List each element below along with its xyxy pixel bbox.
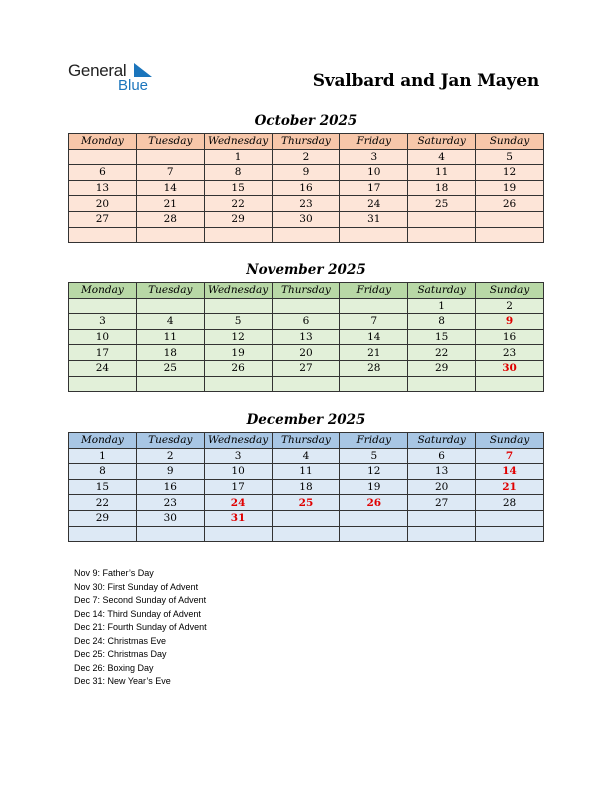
day-cell [476,376,544,392]
day-cell [69,149,137,165]
weekday-header: Monday [69,134,137,150]
day-cell: 26 [204,360,272,376]
day-cell: 9 [476,314,544,330]
day-cell: 2 [272,149,340,165]
day-cell [69,298,137,314]
day-cell: 8 [204,165,272,181]
day-cell: 19 [476,180,544,196]
day-cell [476,510,544,526]
country-title: Svalbard and Jan Mayen [312,71,539,91]
day-cell: 11 [136,329,204,345]
day-cell: 31 [204,510,272,526]
week-row [69,448,544,464]
weekday-header: Thursday [272,283,340,299]
day-cell: 28 [136,211,204,227]
day-cell: 1 [408,298,476,314]
day-cell: 14 [136,180,204,196]
day-cell: 3 [340,149,408,165]
week-row [69,165,544,181]
week-row [69,329,544,345]
day-cell [204,298,272,314]
day-cell: 5 [204,314,272,330]
month-title-december: December 2025 [246,412,366,428]
weekday-header-row [69,134,544,150]
day-cell: 7 [476,448,544,464]
day-cell: 29 [204,211,272,227]
logo-text-general: General [68,61,127,80]
day-cell: 24 [340,196,408,212]
day-cell: 31 [340,211,408,227]
day-cell [408,227,476,243]
day-cell [272,227,340,243]
day-cell: 20 [69,196,137,212]
weekday-header: Wednesday [204,134,272,150]
day-cell: 27 [272,360,340,376]
weekday-header: Saturday [408,433,476,449]
month-title-october: October 2025 [254,113,358,129]
day-cell: 28 [340,360,408,376]
day-cell [340,376,408,392]
weekday-header: Saturday [408,283,476,299]
day-cell: 22 [204,196,272,212]
day-cell: 11 [272,464,340,480]
month-title-november: November 2025 [246,262,366,278]
day-cell [136,149,204,165]
holiday-item: Nov 9: Father’s Day [74,568,154,578]
day-cell: 13 [69,180,137,196]
day-cell: 29 [69,510,137,526]
day-cell: 1 [69,448,137,464]
day-cell: 23 [136,495,204,511]
day-cell: 21 [476,479,544,495]
day-cell: 8 [408,314,476,330]
day-cell [272,298,340,314]
day-cell: 7 [340,314,408,330]
weekday-header: Sunday [476,134,544,150]
weekday-header: Tuesday [136,433,204,449]
holiday-item: Dec 14: Third Sunday of Advent [74,608,201,619]
week-row [69,196,544,212]
week-row [69,298,544,314]
day-cell [408,526,476,542]
day-cell: 20 [408,479,476,495]
day-cell [204,227,272,243]
day-cell: 21 [136,196,204,212]
weekday-header: Sunday [476,283,544,299]
day-cell: 11 [408,165,476,181]
weekday-header: Sunday [476,433,544,449]
day-cell: 29 [408,360,476,376]
calendar-november [68,282,544,392]
holiday-item: Nov 30: First Sunday of Advent [74,581,199,592]
holiday-item: Dec 21: Fourth Sunday of Advent [74,622,207,632]
day-cell: 16 [136,479,204,495]
logo-triangle-icon [134,63,152,77]
day-cell [340,526,408,542]
logo-text-blue: Blue [118,77,149,94]
weekday-header: Wednesday [204,283,272,299]
weekday-header: Friday [340,433,408,449]
calendar-october [68,133,544,243]
day-cell: 15 [204,180,272,196]
holiday-item: Dec 25: Christmas Day [74,649,167,659]
weekday-header-row [69,283,544,299]
week-row [69,180,544,196]
day-cell: 12 [204,329,272,345]
day-cell: 19 [204,345,272,361]
day-cell: 2 [136,448,204,464]
weekday-header: Friday [340,134,408,150]
day-cell: 9 [272,165,340,181]
week-row [69,149,544,165]
day-cell: 4 [136,314,204,330]
weekday-header-row [69,433,544,449]
weekday-header: Saturday [408,134,476,150]
day-cell [272,510,340,526]
day-cell: 13 [408,464,476,480]
day-cell: 22 [69,495,137,511]
day-cell: 26 [340,495,408,511]
day-cell: 22 [408,345,476,361]
day-cell: 4 [272,448,340,464]
day-cell: 20 [272,345,340,361]
day-cell: 12 [340,464,408,480]
day-cell: 6 [69,165,137,181]
day-cell [136,298,204,314]
day-cell: 25 [408,196,476,212]
day-cell [476,526,544,542]
week-row [69,227,544,243]
day-cell: 25 [272,495,340,511]
day-cell: 16 [272,180,340,196]
day-cell: 30 [476,360,544,376]
day-cell: 26 [476,196,544,212]
day-cell: 19 [340,479,408,495]
day-cell [136,227,204,243]
day-cell [340,510,408,526]
day-cell [340,227,408,243]
day-cell [272,376,340,392]
day-cell: 24 [204,495,272,511]
week-row [69,479,544,495]
day-cell [272,526,340,542]
day-cell [204,526,272,542]
day-cell: 14 [476,464,544,480]
weekday-header: Monday [69,283,137,299]
day-cell: 17 [69,345,137,361]
weekday-header: Tuesday [136,134,204,150]
week-row [69,360,544,376]
day-cell: 18 [136,345,204,361]
day-cell: 30 [136,510,204,526]
weekday-header: Tuesday [136,283,204,299]
day-cell: 9 [136,464,204,480]
day-cell: 21 [340,345,408,361]
weekday-header: Friday [340,283,408,299]
day-cell [69,376,137,392]
week-row [69,526,544,542]
day-cell: 3 [69,314,137,330]
logo [68,61,168,95]
day-cell [476,227,544,243]
day-cell: 16 [476,329,544,345]
day-cell: 25 [136,360,204,376]
day-cell: 15 [408,329,476,345]
holiday-item: Dec 26: Boxing Day [74,662,154,673]
day-cell: 10 [340,165,408,181]
day-cell [408,211,476,227]
day-cell: 13 [272,329,340,345]
week-row [69,345,544,361]
day-cell [408,510,476,526]
week-row [69,314,544,330]
day-cell [69,526,137,542]
day-cell: 27 [408,495,476,511]
calendar-december [68,432,544,542]
day-cell: 6 [272,314,340,330]
day-cell [69,227,137,243]
weekday-header: Thursday [272,433,340,449]
week-row [69,510,544,526]
day-cell: 17 [204,479,272,495]
week-row [69,495,544,511]
day-cell: 3 [204,448,272,464]
day-cell: 14 [340,329,408,345]
day-cell [136,376,204,392]
day-cell: 8 [69,464,137,480]
day-cell: 27 [69,211,137,227]
day-cell: 15 [69,479,137,495]
day-cell [340,298,408,314]
day-cell [476,211,544,227]
day-cell: 23 [476,345,544,361]
day-cell: 1 [204,149,272,165]
day-cell: 10 [69,329,137,345]
day-cell: 28 [476,495,544,511]
weekday-header: Monday [69,433,137,449]
day-cell: 17 [340,180,408,196]
day-cell: 7 [136,165,204,181]
day-cell: 5 [340,448,408,464]
week-row [69,211,544,227]
day-cell: 18 [272,479,340,495]
day-cell: 2 [476,298,544,314]
week-row [69,376,544,392]
holiday-item: Dec 24: Christmas Eve [74,635,167,646]
holiday-list [74,567,207,689]
day-cell: 10 [204,464,272,480]
weekday-header: Thursday [272,134,340,150]
day-cell [204,376,272,392]
day-cell: 30 [272,211,340,227]
day-cell: 5 [476,149,544,165]
day-cell: 23 [272,196,340,212]
weekday-header: Wednesday [204,433,272,449]
holiday-item: Dec 31: New Year’s Eve [74,676,171,686]
day-cell: 24 [69,360,137,376]
day-cell: 6 [408,448,476,464]
day-cell: 18 [408,180,476,196]
holiday-item: Dec 7: Second Sunday of Advent [74,595,207,605]
day-cell: 12 [476,165,544,181]
day-cell [408,376,476,392]
day-cell [136,526,204,542]
week-row [69,464,544,480]
day-cell: 4 [408,149,476,165]
